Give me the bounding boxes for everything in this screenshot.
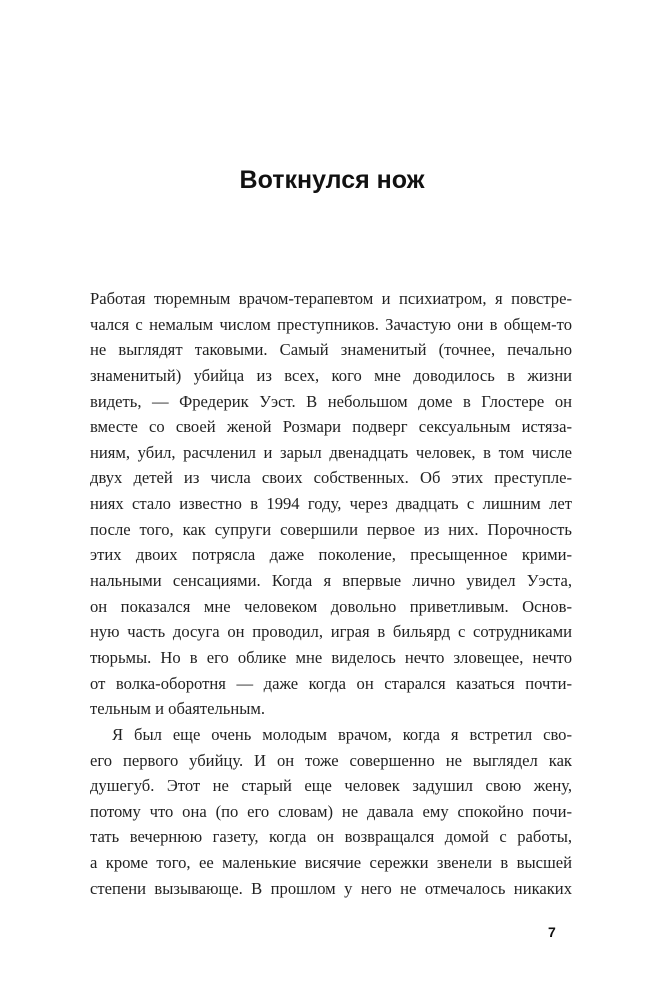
text-line: ниях стало известно в 1994 году, через двадцать с лишним лет bbox=[90, 494, 572, 514]
text-line: нальными сенсациями. Когда я впервые лично увидел Уэста, bbox=[90, 571, 572, 591]
text-line: тельным и обаятельным. bbox=[90, 699, 266, 719]
text-line: этих двоих потрясла даже поколение, пресыщенное крими- bbox=[90, 545, 572, 565]
text-line: а кроме того, ее маленькие висячие сережки звенели в высшей bbox=[90, 853, 572, 873]
text-line: не выглядят таковыми. Самый знаменитый (точнее, печально bbox=[90, 340, 572, 360]
text-line: двух детей из числа своих собственных. Об этих преступле- bbox=[90, 468, 572, 488]
text-line: после того, как супруги совершили первое из них. Порочность bbox=[90, 519, 572, 539]
text-line: чался с немалым числом преступников. Зачастую они в общем-то bbox=[90, 314, 572, 334]
text-line: Работая тюремным врачом-терапевтом и психиатром, я повстре- bbox=[90, 289, 572, 308]
text-line: тюрьмы. Но в его облике мне виделось нечто зловещее, нечто bbox=[90, 647, 572, 667]
chapter-title: Воткнулся нож bbox=[239, 166, 425, 194]
text-line: Я был еще очень молодым врачом, когда я встретил сво- bbox=[112, 724, 572, 744]
text-line: вместе со своей женой Розмари подверг сексуальным истяза- bbox=[90, 417, 572, 437]
text-line: тать вечернюю газету, когда он возвращался домой с работы, bbox=[90, 827, 572, 847]
text-line: душегуб. Этот не старый еще человек задушил свою жену, bbox=[90, 776, 572, 796]
body-text bbox=[90, 286, 572, 901]
page-number: 7 bbox=[548, 924, 556, 940]
text-line: он показался мне человеком довольно приветливым. Основ- bbox=[90, 596, 572, 616]
text-line: степени вызывающе. В прошлом у него не отмечалось никаких bbox=[90, 878, 572, 898]
text-line: потому что она (по его словам) не давала ему спокойно почи- bbox=[90, 801, 572, 821]
text-line: ниям, убил, расчленил и зарыл двенадцать человек, в том числе bbox=[90, 442, 572, 462]
text-line: его первого убийцу. И он тоже совершенно не выглядел как bbox=[90, 750, 572, 770]
text-line: от волка-оборотня — даже когда он старался казаться почти- bbox=[90, 673, 572, 693]
text-line: знаменитый) убийца из всех, кого мне доводилось в жизни bbox=[90, 365, 572, 385]
text-line: видеть, — Фредерик Уэст. В небольшом доме в Глостере он bbox=[90, 391, 572, 411]
text-line: ную часть досуга он проводил, играя в бильярд с сотрудниками bbox=[90, 622, 572, 642]
